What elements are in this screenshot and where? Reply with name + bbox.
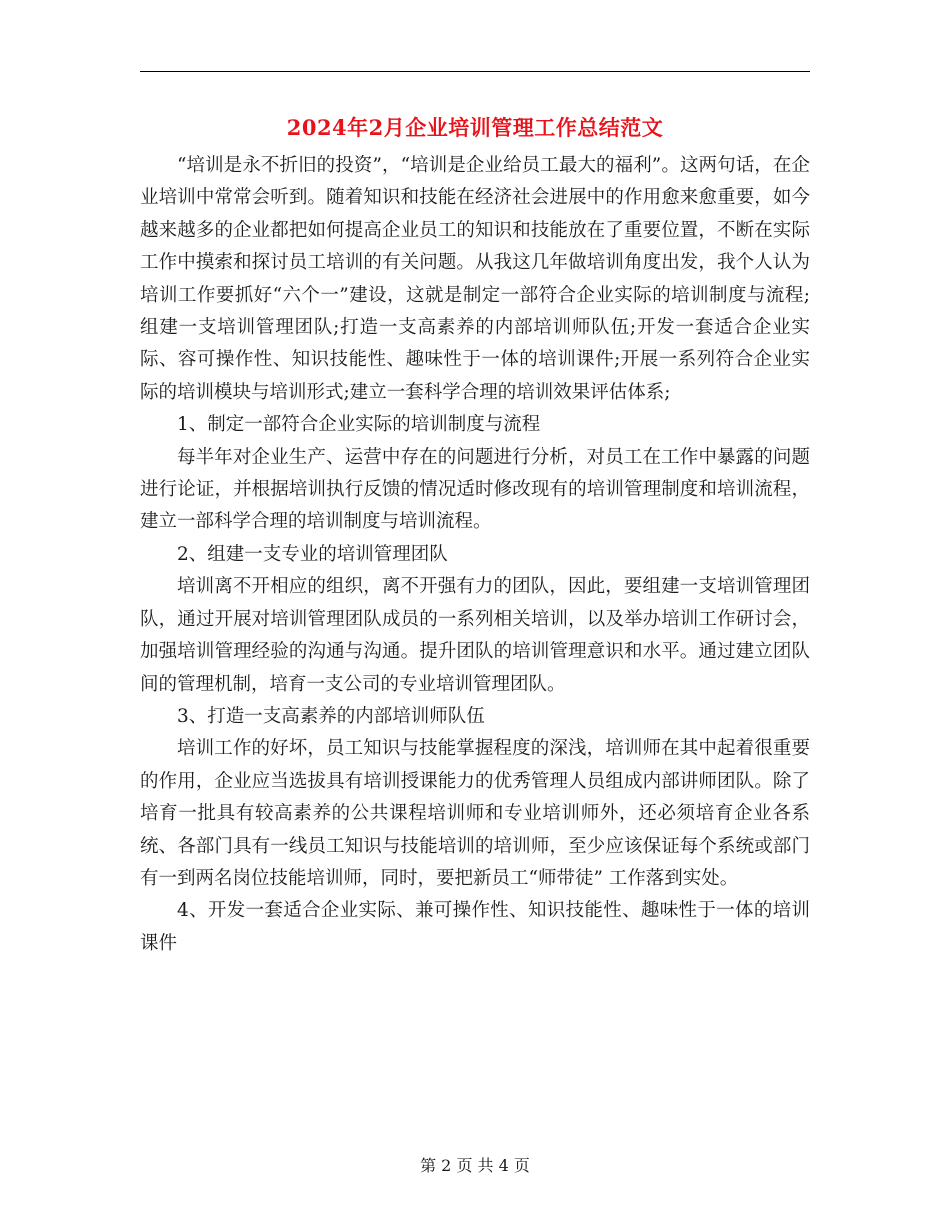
- paragraph-section-3: 培训工作的好坏，员工知识与技能掌握程度的深浅，培训师在其中起着很重要的作用，企业应当选拔具有培训授课能力的优秀管理人员组成内部讲师团队。除了培育一批具有较高素养的公共课程培训师和专业培训师外，还必须培育企业各系统、各部门具有一线员工知识与技能培训的培训师，至少应该保证每个系统或部门有一到两名岗位技能培训师，同时，要把新员工“师带徒” 工作落到实处。: [140, 738, 810, 889]
- paragraph-section-2: 培训离不开相应的组织，离不开强有力的团队，因此，要组建一支培训管理团队，通过开展对培训管理团队成员的一系列相关培训，以及举办培训工作研讨会，加强培训管理经验的沟通与沟通。提升团队的培训管理意识和水平。通过建立团队间的管理机制，培育一支公司的专业培训管理团队。: [140, 576, 810, 695]
- section-heading-4: 4、开发一套适合企业实际、兼可操作性、知识技能性、趣味性于一体的培训课件: [140, 900, 810, 954]
- paragraph-intro: “培训是永不折旧的投资”，“培训是企业给员工最大的福利”。这两句话，在企业培训中常常会听到。随着知识和技能在经济社会进展中的作用愈来愈重要，如今越来越多的企业都把如何提高企业员工的知识和技能放在了重要位置，不断在实际工作中摸索和探讨员工培训的有关问题。从我这几年做培训角度出发，我个人认为培训工作要抓好“六个一”建设，这就是制定一部符合企业实际的培训制度与流程;组建一支培训管理团队;打造一支高素养的内部培训师队伍;开发一套适合企业实际、容可操作性、知识技能性、趣味性于一体的培训课件;开展一系列符合企业实际的培训模块与培训形式;建立一套科学合理的培训效果评估体系;: [140, 155, 810, 403]
- header-rule: [140, 71, 810, 72]
- section-heading-1: 1、制定一部符合企业实际的培训制度与流程: [177, 414, 541, 436]
- section-heading-3: 3、打造一支高素养的内部培训师队伍: [177, 705, 485, 727]
- section-heading-2: 2、组建一支专业的培训管理团队: [177, 543, 448, 565]
- document-body: [140, 150, 810, 960]
- paragraph-section-1: 每半年对企业生产、运营中存在的问题进行分析，对员工在工作中暴露的问题进行论证，并根据培训执行反馈的情况适时修改现有的培训管理制度和培训流程，建立一部科学合理的培训制度与培训流程。: [140, 446, 810, 533]
- page-number-footer: 第 2 页 共 4 页: [420, 1156, 530, 1175]
- document-title: 2024年2月企业培训管理工作总结范文: [286, 115, 664, 140]
